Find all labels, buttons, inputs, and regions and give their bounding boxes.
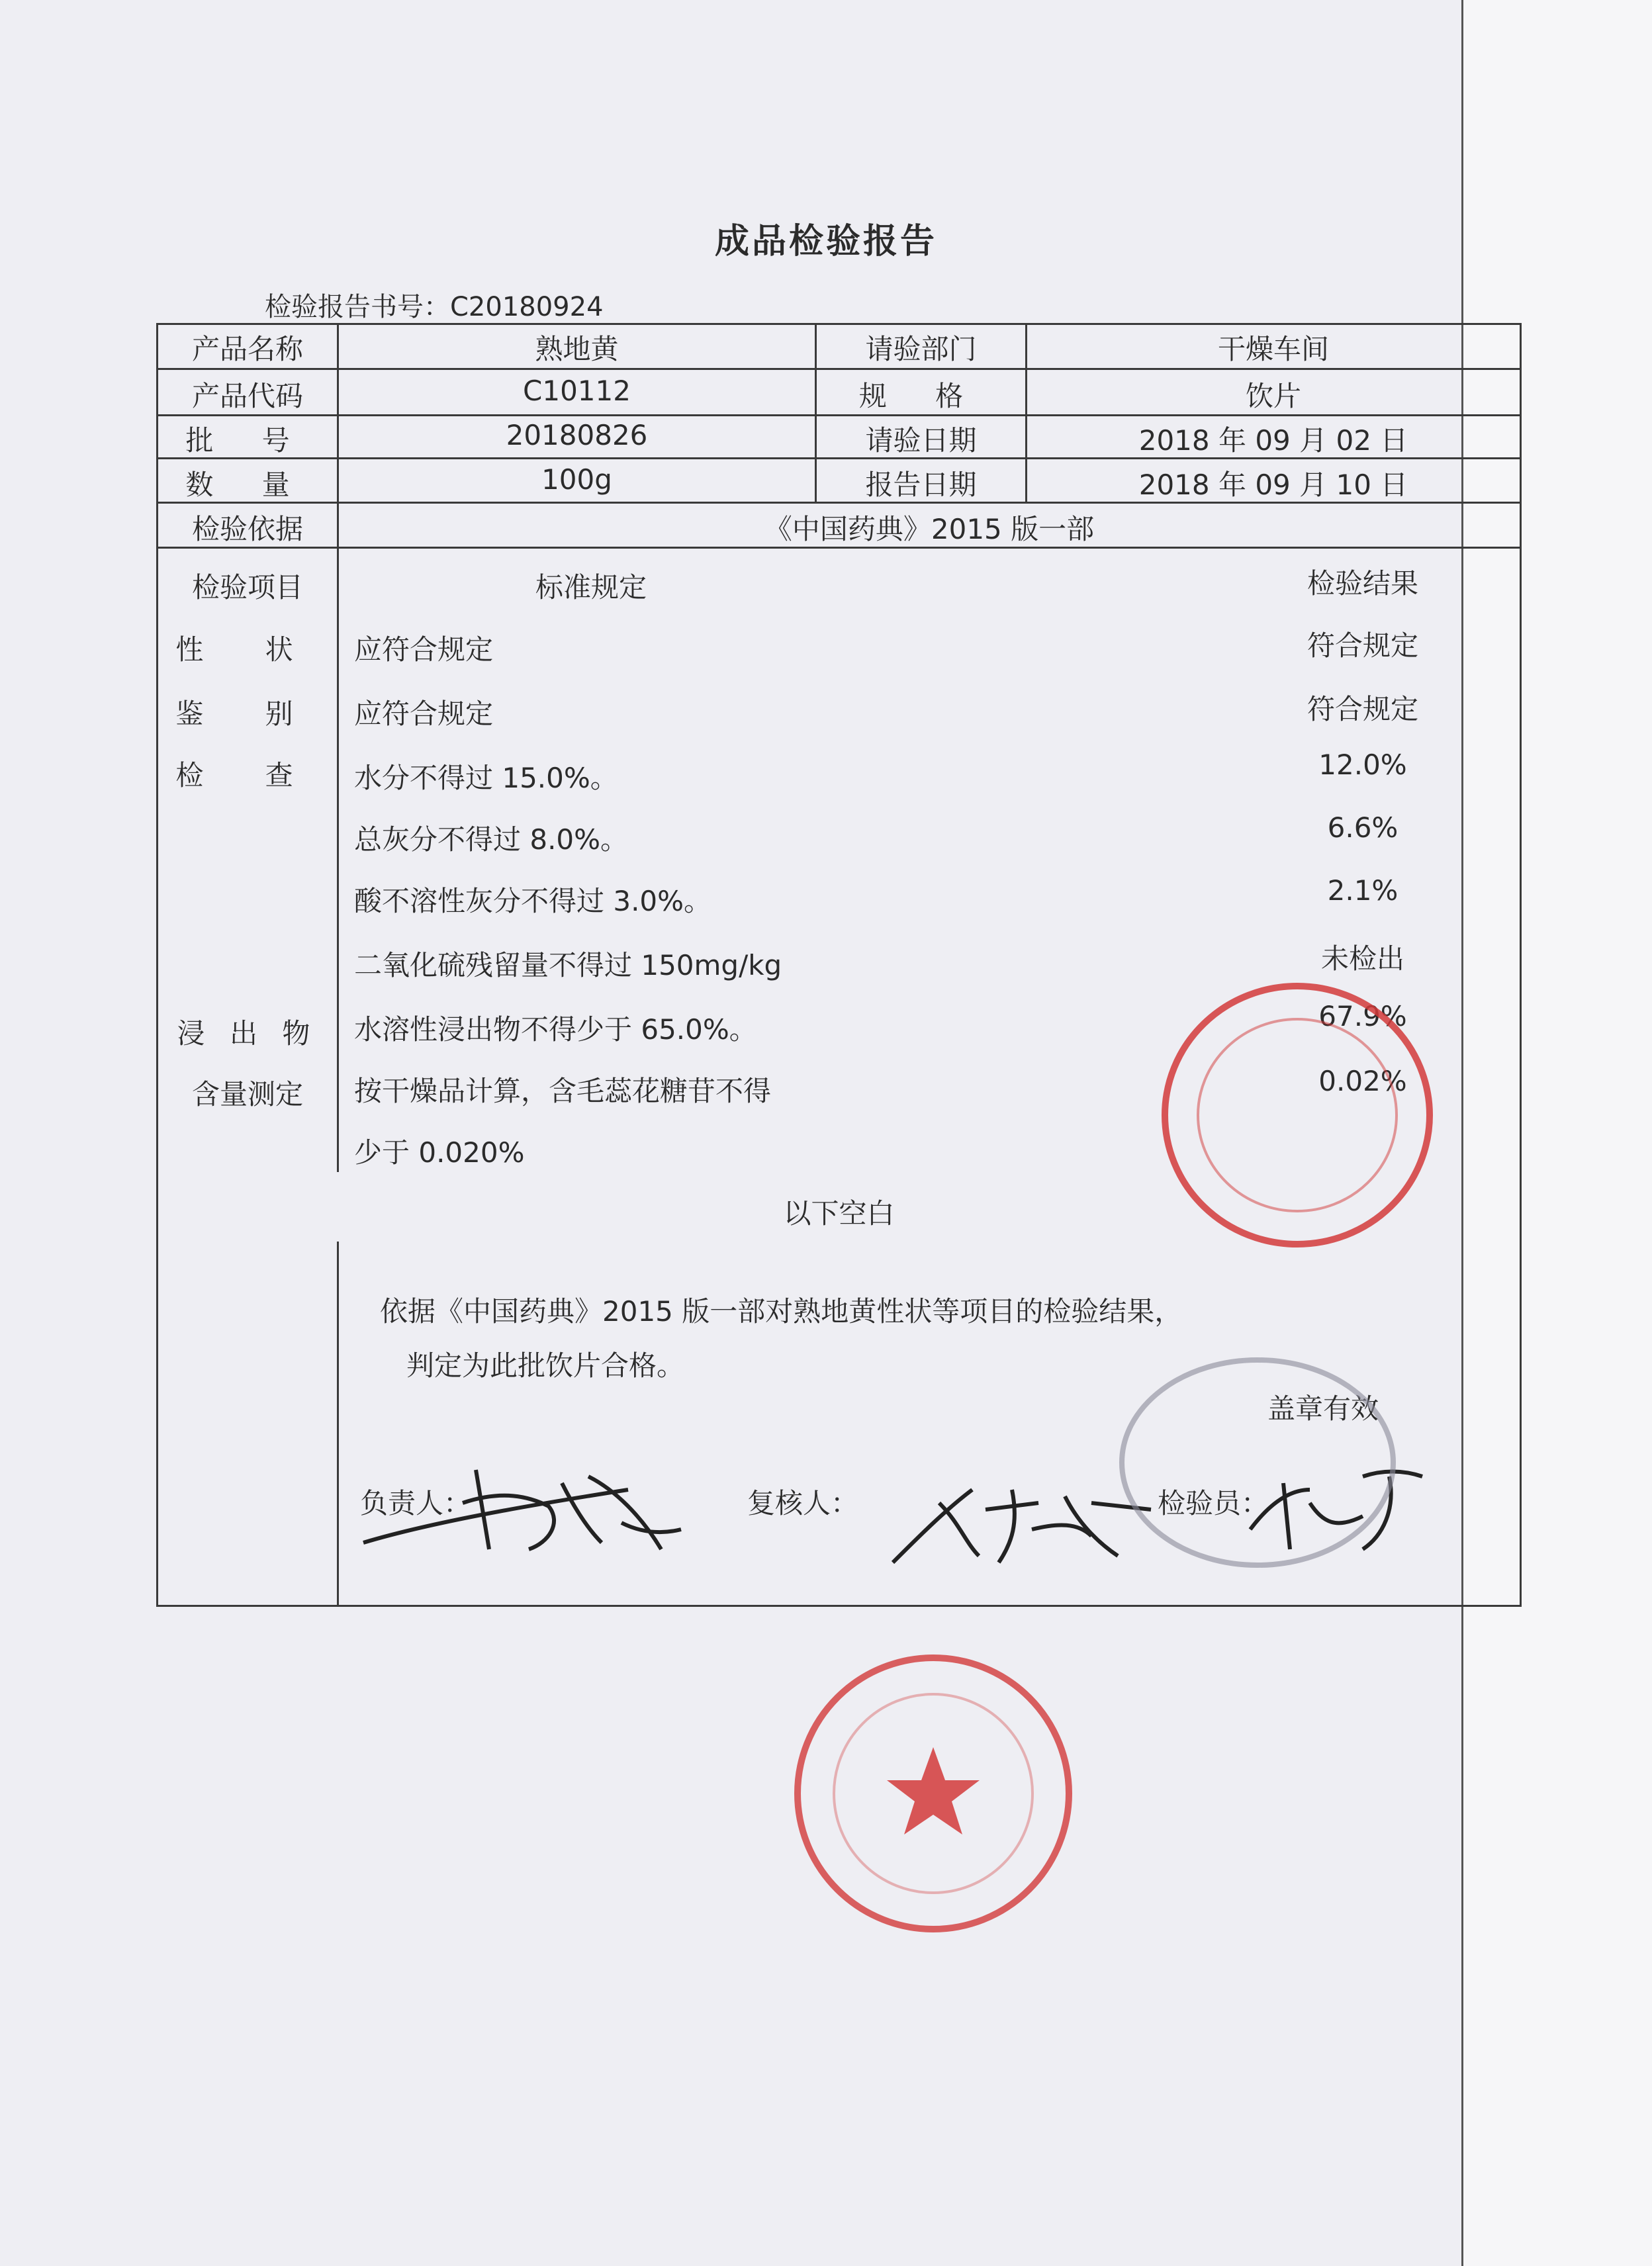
- row-divider: [158, 368, 1520, 370]
- conclusion-line-1: 依据《中国药典》2015 版一部对熟地黄性状等项目的检验结果，: [380, 1295, 1183, 1328]
- results-header-result: 检验结果: [1307, 567, 1418, 600]
- report-number-value: C20180924: [450, 292, 604, 322]
- col-divider: [337, 325, 339, 1172]
- blank-note: 以下空白: [783, 1197, 895, 1230]
- result-value: 12.0%: [1318, 748, 1407, 781]
- result-standard: 酸不溶性灰分不得过 3.0%。: [354, 885, 712, 917]
- request-date-value: 2018 年 09 月 02 日: [1138, 424, 1408, 457]
- page-title: 成品检验报告: [714, 222, 937, 261]
- result-standard: 应符合规定: [354, 698, 494, 730]
- basis-value: 《中国药典》2015 版一部: [764, 513, 1095, 545]
- product-code-label: 产品代码: [191, 380, 303, 412]
- responsible-signature: [350, 1443, 708, 1563]
- batch-label: 批 号: [185, 424, 310, 457]
- request-date-label: 请验日期: [865, 424, 977, 457]
- result-standard: 少于 0.020%: [354, 1136, 525, 1169]
- reviewer-label: 复核人：: [747, 1487, 859, 1519]
- spec-label: 规 格: [858, 380, 984, 412]
- row-divider: [158, 414, 1520, 416]
- inspector-seal: [1112, 1350, 1403, 1578]
- official-company-seal: [788, 1648, 1079, 1942]
- result-value: 67.9%: [1318, 1000, 1407, 1032]
- batch-value: 20180826: [506, 419, 648, 451]
- product-name-value: 熟地黄: [535, 333, 619, 365]
- result-standard: 二氧化硫残留量不得过 150mg/kg: [354, 949, 782, 981]
- result-value: 符合规定: [1307, 693, 1418, 725]
- result-standard: 按干燥品计算，含毛蕊花糖苷不得: [354, 1075, 772, 1107]
- result-item: 检 查: [175, 759, 320, 792]
- results-header-standard: 标准规定: [535, 571, 647, 604]
- inspector-label: 检验员：: [1158, 1487, 1269, 1519]
- quality-inspection-seal: [1152, 973, 1443, 1260]
- report-number-label: 检验报告书号：: [265, 292, 450, 322]
- result-value: 6.6%: [1327, 811, 1399, 844]
- product-code-value: C10112: [523, 375, 631, 407]
- result-item: 含量测定: [191, 1078, 303, 1110]
- result-item: 浸 出 物: [177, 1017, 318, 1050]
- result-value: 未检出: [1320, 942, 1404, 975]
- spec-value: 饮片: [1245, 380, 1301, 412]
- seal-note: 盖章有效: [1267, 1392, 1379, 1425]
- result-standard: 水溶性浸出物不得少于 65.0%。: [354, 1013, 757, 1046]
- quantity-label: 数 量: [185, 469, 310, 501]
- report-date-label: 报告日期: [865, 469, 977, 501]
- result-item: 鉴 别: [175, 698, 320, 730]
- result-item: 性 状: [175, 633, 320, 666]
- results-header-item: 检验项目: [191, 571, 303, 604]
- result-standard: 总灰分不得过 8.0%。: [354, 823, 629, 856]
- result-standard: 应符合规定: [354, 633, 494, 666]
- responsible-label: 负责人：: [360, 1487, 472, 1519]
- basis-label: 检验依据: [191, 513, 303, 545]
- conclusion-line-2: 判定为此批饮片合格。: [406, 1349, 685, 1382]
- quantity-value: 100g: [541, 463, 612, 496]
- result-value: 0.02%: [1318, 1065, 1407, 1097]
- result-value: 2.1%: [1327, 874, 1399, 907]
- report-number: [265, 286, 604, 324]
- dept-value: 干燥车间: [1217, 333, 1329, 365]
- col-divider: [337, 1242, 339, 1606]
- result-standard: 水分不得过 15.0%。: [354, 762, 618, 794]
- result-value: 符合规定: [1307, 629, 1418, 662]
- report-date-value: 2018 年 09 月 10 日: [1138, 469, 1408, 501]
- dept-label: 请验部门: [865, 333, 977, 365]
- product-name-label: 产品名称: [191, 333, 303, 365]
